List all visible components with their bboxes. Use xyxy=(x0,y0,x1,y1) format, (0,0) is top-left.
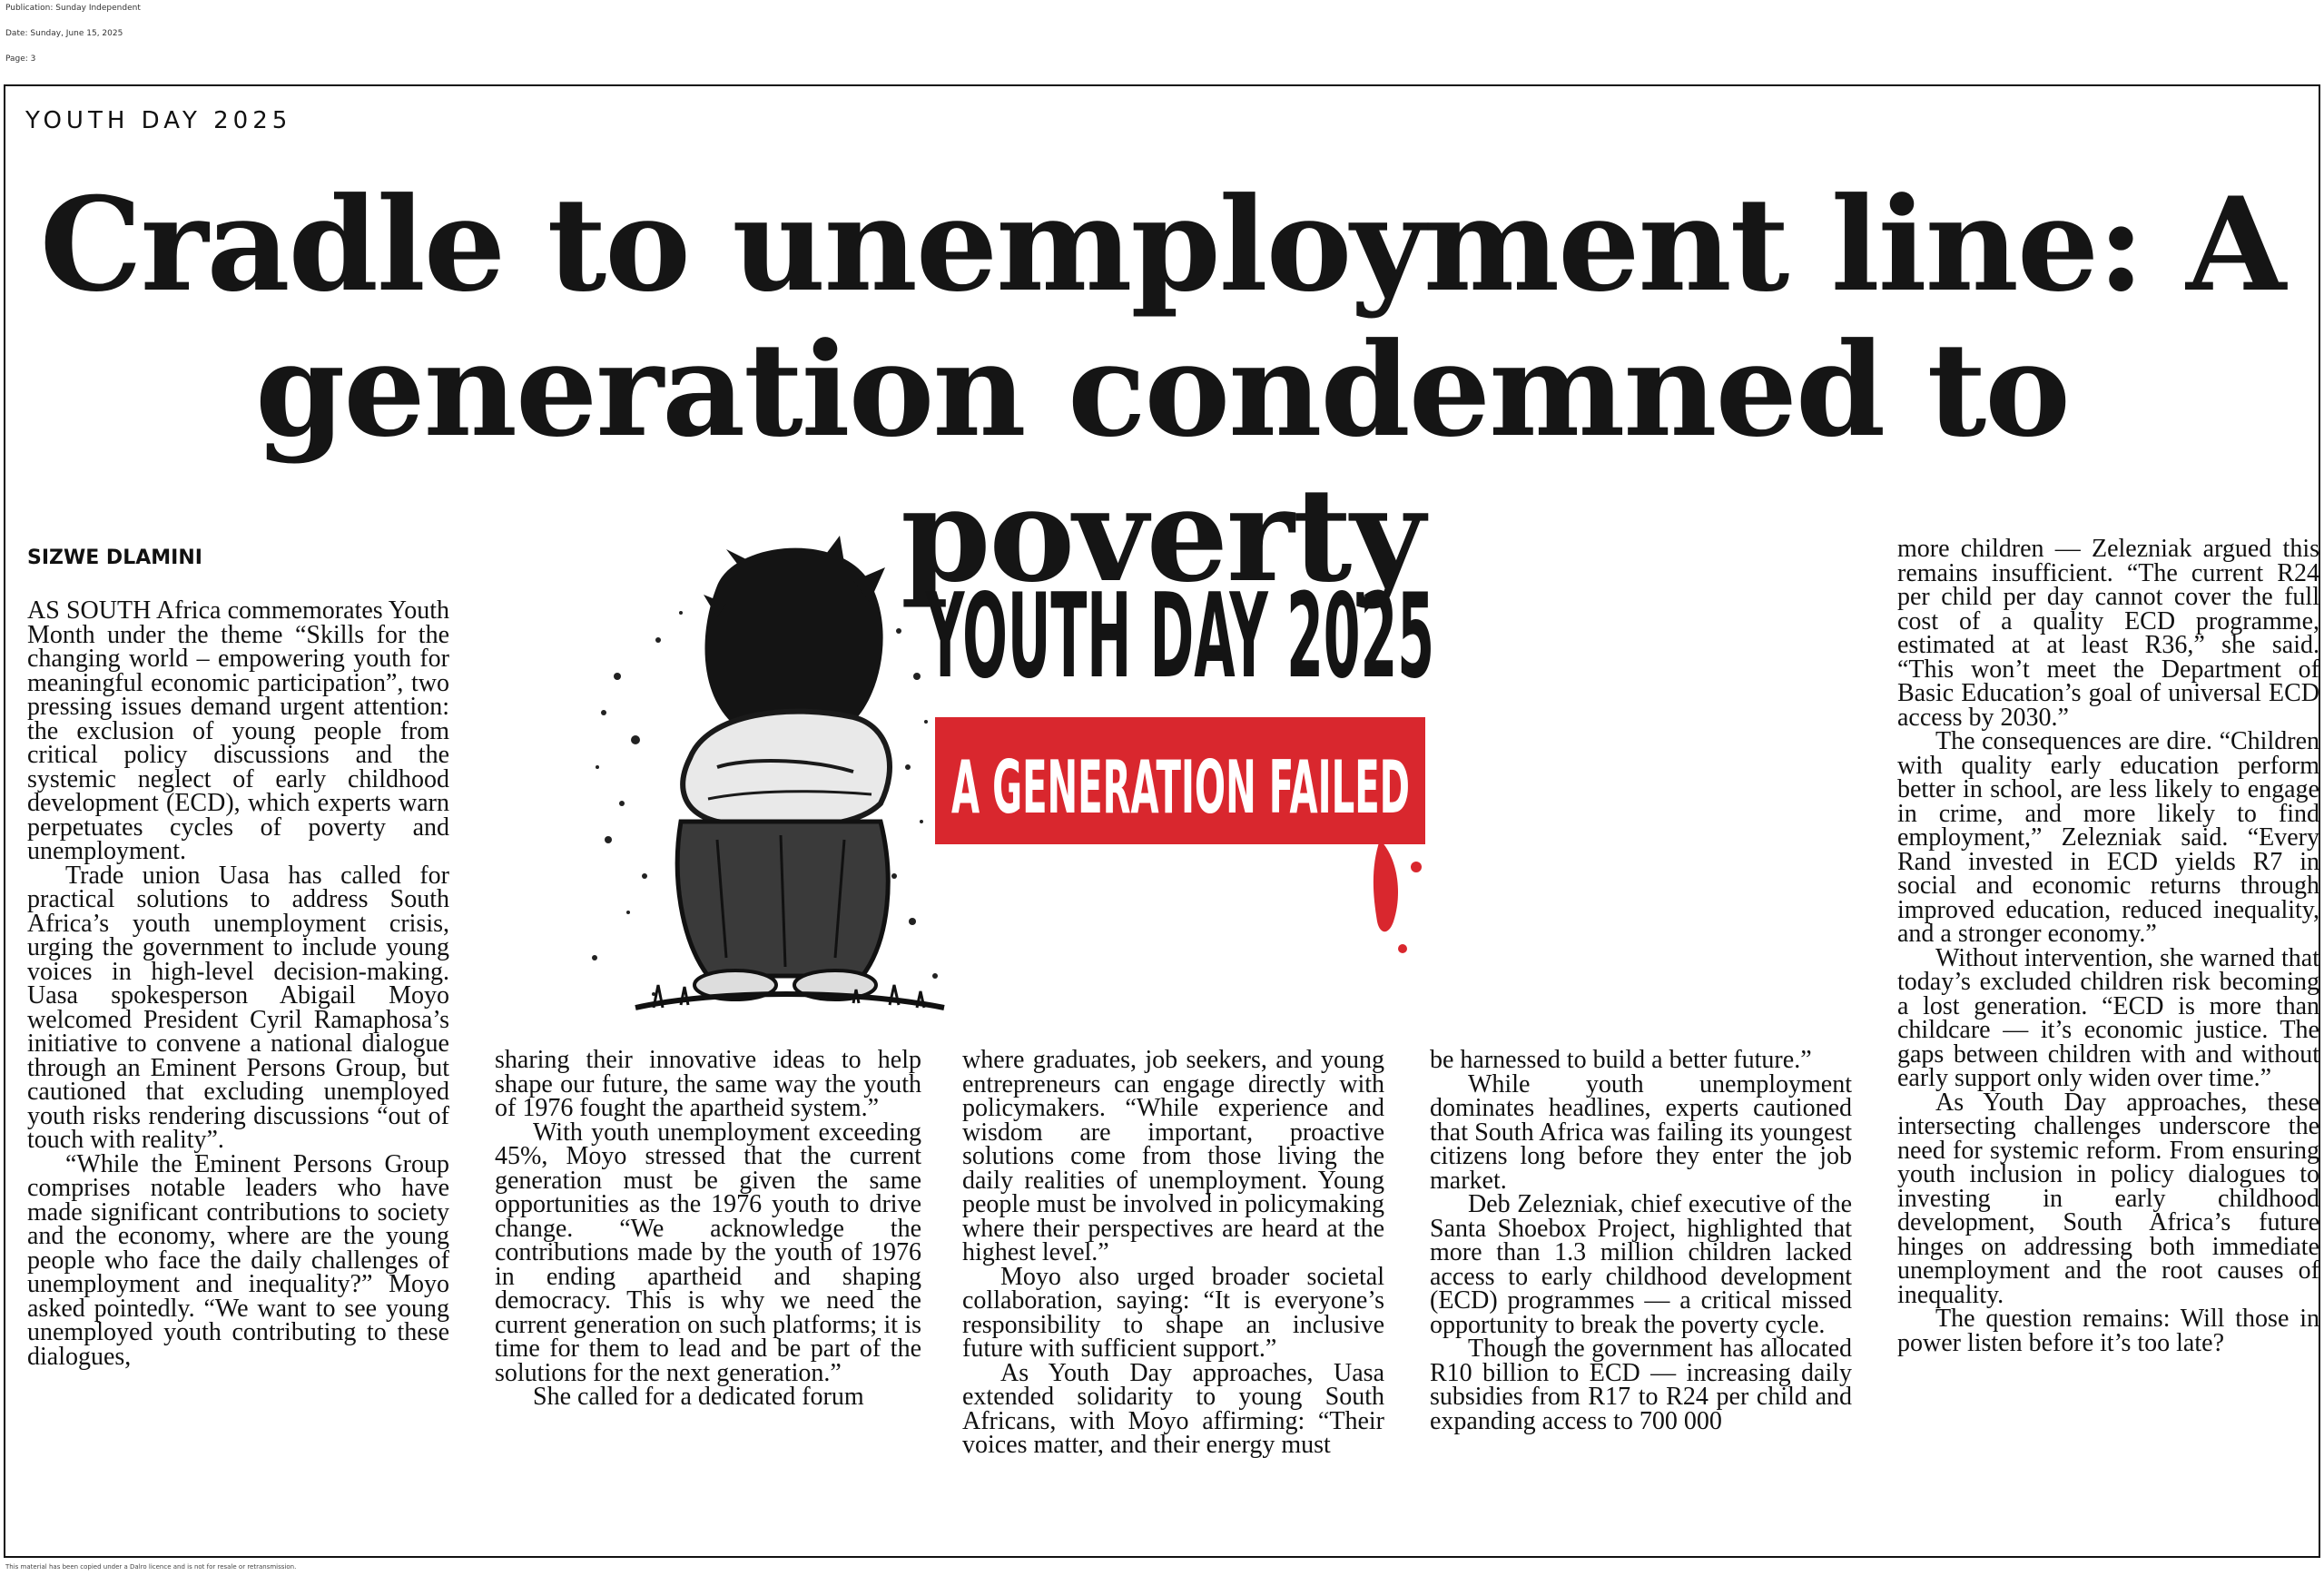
paragraph: As Youth Day approaches, Uasa extended solidarity to young South Africans, with Moyo affirming: “Their voices matter, and their energy must xyxy=(962,1358,1384,1459)
paragraph: Moyo also urged broader societal collaboration, saying: “It is everyone’s responsibility to shape an inclusive future with sufficient support.” xyxy=(962,1262,1384,1363)
paragraph: While youth unemployment dominates headlines, experts cautioned that South Africa was failing its youngest citizens long before they enter the job market. xyxy=(1430,1069,1852,1195)
graphic-banner: A GENERATION FAILED xyxy=(951,745,1410,830)
article-column-1 xyxy=(27,596,449,1371)
youth-day-graphic xyxy=(581,531,1761,1039)
headline-line-1: Cradle to unemployment line: A xyxy=(39,170,2285,320)
paint-drip-icon xyxy=(1374,840,1398,931)
paragraph: Without intervention, she warned that today’s excluded children risk becoming a lost generation. “ECD is more than childcare — it’s economic justice. The gaps between children with and without early support only widen over time.” xyxy=(1897,943,2319,1092)
paragraph: AS SOUTH Africa commemorates Youth Month under the theme “Skills for the changing world – empowering youth for meaningful economic participation”, two pressing issues demand urgent attention: the exclusion of young people from critical policy discussions and the systemic neglect of early childhood development (ECD), which experts warn perpetuates cycles of poverty and unemployment. xyxy=(27,596,449,865)
article-column-4 xyxy=(1430,1046,1852,1435)
paragraph: be harnessed to build a better future.” xyxy=(1430,1046,1812,1074)
paragraph: With youth unemployment exceeding 45%, Moyo stressed that the current generation must be given the same opportunities as the 1976 youth to drive change. “We acknowledge the contributions made by the youth of 1976 in ending apartheid and shaping democracy. This is why we need the current generation on such platforms; it is time for them to lead and be part of the solutions for the next generation.” xyxy=(495,1118,921,1387)
copyright-notice: This material has been copied under a Dalro licence and is not for resale or retransmission. xyxy=(5,1563,297,1571)
paragraph: Trade union Uasa has called for practical solutions to address South Africa’s youth unemployment crisis, urging the government to include young voices in high-level decision-making. Uasa spokesperson Abigail Moyo welcomed President Cyril Ramaphosa’s initiative to convene a national dialogue through an Eminent Persons Group, but cautioned that excluding unemployed youth risks rendering discussions “out of touch with reality”. xyxy=(27,861,449,1154)
section-kicker: YOUTH DAY 2025 xyxy=(25,107,292,134)
paragraph: The consequences are dire. “Children with quality early education perform better in school, are less likely to engage in crime, and more likely to find employment,” Zelezniak said. “Every Rand invested in ECD yields R7 in social and economic returns through improved education, reduced inequality, and a stronger economy.” xyxy=(1897,727,2319,948)
graphic-title: YOUTH DAY 2025 xyxy=(924,569,1434,704)
paragraph: Though the government has allocated R10 billion to ECD — increasing daily subsidies from R17 to R24 per child and expanding access to 700 000 xyxy=(1430,1335,1852,1435)
paragraph: “While the Eminent Persons Group comprises notable leaders who have made significant contributions to society and the economy, where are the young people who face the daily challenges of unemployment and inequality?” Moyo asked pointedly. “We want to see young unemployed youth contributing to these dialogues, xyxy=(27,1149,449,1371)
paragraph: Deb Zelezniak, chief executive of the Santa Shoebox Project, highlighted that more than 1.3 million children lacked access to early childhood development (ECD) programmes — a critical missed opportunity to break the poverty cycle. xyxy=(1430,1190,1852,1339)
publication-meta: Publication: Sunday Independent xyxy=(5,4,141,13)
article-column-3 xyxy=(962,1046,1384,1459)
sitting-child-illustration-icon xyxy=(592,536,944,1008)
paragraph: The question remains: Will those in power listen before it’s too late? xyxy=(1897,1305,2319,1357)
paragraph: As Youth Day approaches, these intersecting challenges underscore the need for systemic reform. From ensuring youth inclusion in policy dialogues to investing in early childhood development, South Africa’s future hinges on addressing both immediate unemployment and the root causes of inequality. xyxy=(1897,1088,2319,1309)
paragraph: where graduates, job seekers, and young entrepreneurs can engage directly with policymakers. “While experience and wisdom are important, proactive solutions come from those living the daily realities of unemployment. Young people must be involved in policymaking where their perspectives are heard at the highest level.” xyxy=(962,1046,1384,1266)
byline: SIZWE DLAMINI xyxy=(27,547,202,569)
article-column-5 xyxy=(1897,537,2319,1355)
date-meta: Date: Sunday, June 15, 2025 xyxy=(5,29,123,38)
paragraph: She called for a dedicated forum xyxy=(533,1383,864,1411)
page-meta: Page: 3 xyxy=(5,54,36,64)
headline-line-2: generation condemned to poverty xyxy=(255,315,2069,611)
article-column-2 xyxy=(495,1046,921,1411)
paragraph: more children — Zelezniak argued this remains insufficient. “The current R24 per child per day cannot cover the full cost of a quality ECD programme, estimated at at least R36,” she said. “This won’t meet the Department of Basic Education’s goal of universal ECD access by 2030.” xyxy=(1897,535,2319,732)
paragraph: sharing their innovative ideas to help shape our future, the same way the youth of 1976 fought the apartheid system.” xyxy=(495,1046,921,1122)
